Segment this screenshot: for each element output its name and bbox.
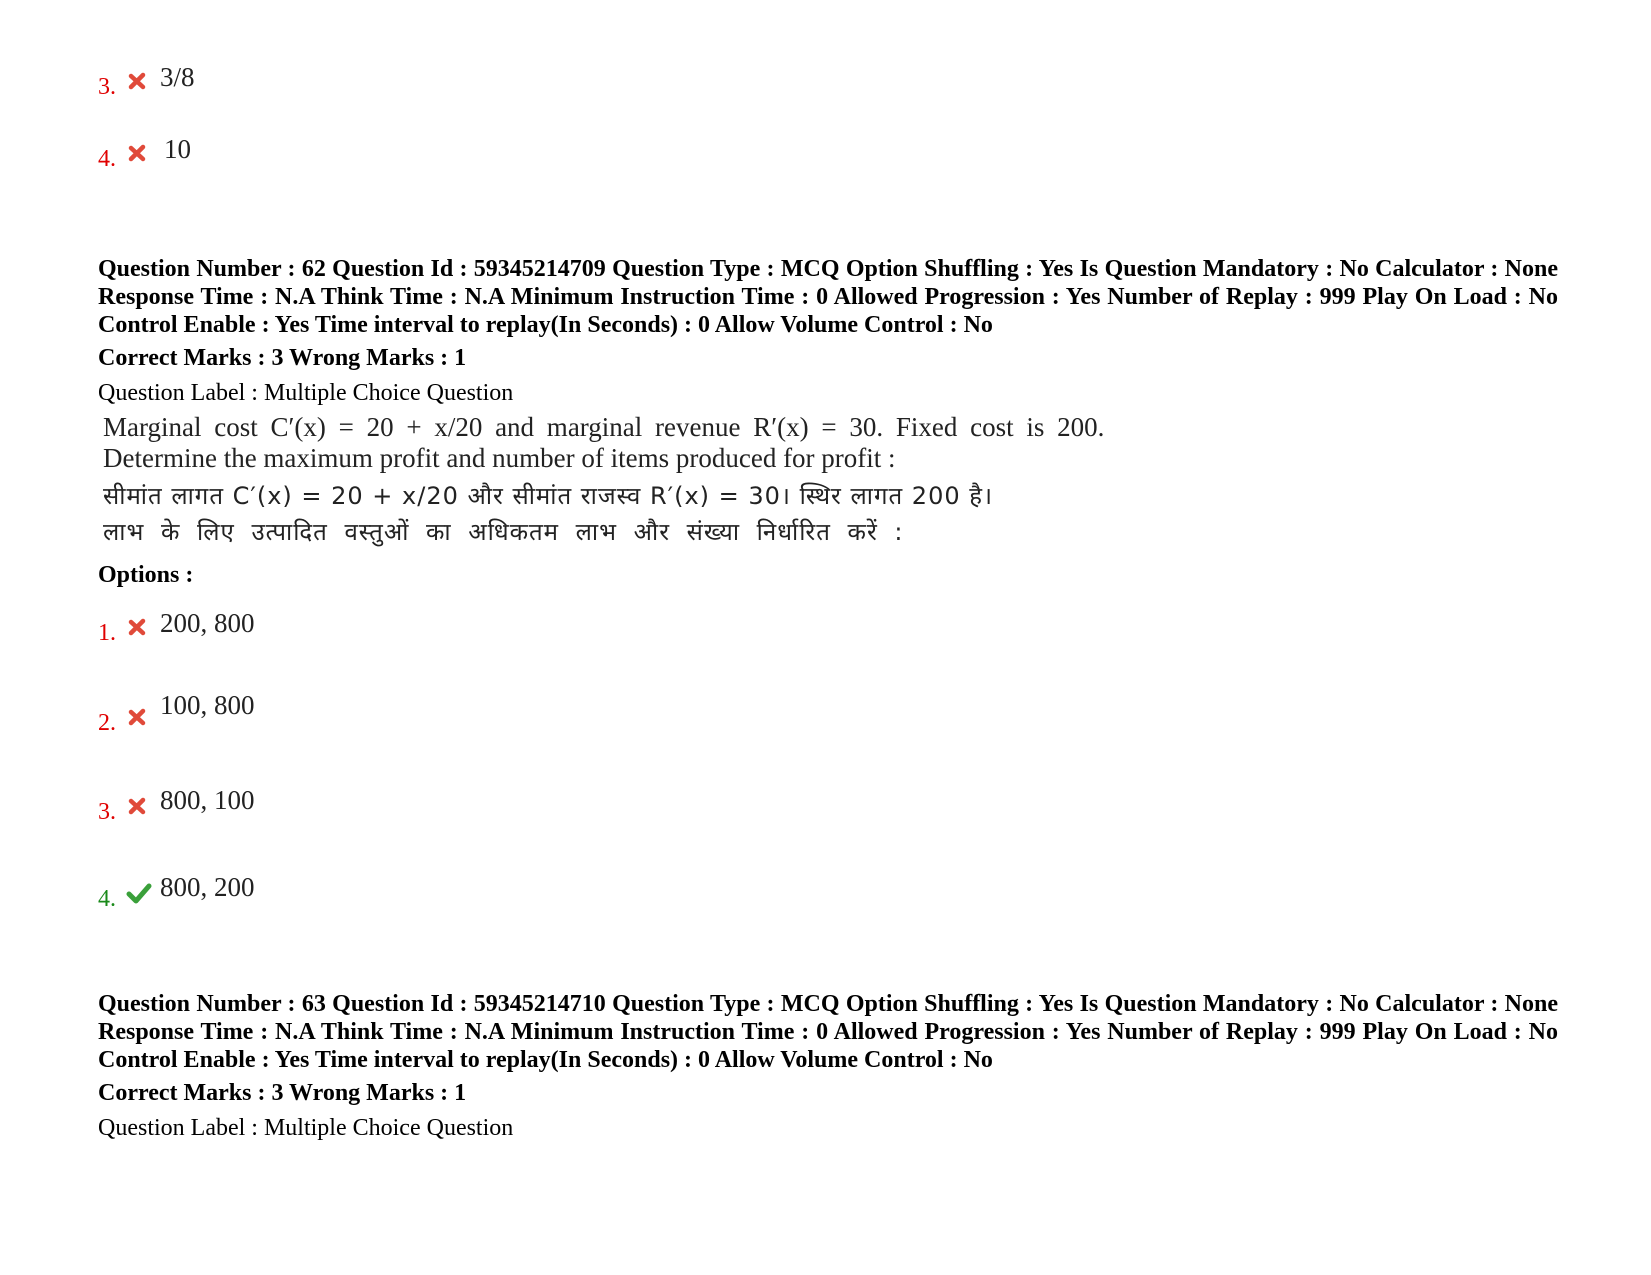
check-icon xyxy=(126,882,152,904)
question-marks: Correct Marks : 3 Wrong Marks : 1 xyxy=(98,345,467,371)
cross-icon xyxy=(126,616,148,638)
option-number: 3. xyxy=(98,799,116,825)
question-label: Question Label : Multiple Choice Question xyxy=(98,1115,514,1141)
option-text: 200, 800 xyxy=(160,608,255,638)
option-text: 800, 100 xyxy=(160,785,255,815)
option-text: 3/8 xyxy=(160,62,195,92)
option-number: 4. xyxy=(98,146,116,172)
cross-icon xyxy=(126,142,148,164)
question-marks: Correct Marks : 3 Wrong Marks : 1 xyxy=(98,1080,467,1106)
question-text-hindi: लाभ के लिए उत्पादित वस्तुओं का अधिकतम लाभ और संख्या निर्धारित करें : xyxy=(103,518,904,546)
question-text-english: Marginal cost C′(x) = 20 + x/20 and marginal revenue R′(x) = 30. Fixed cost is 200. xyxy=(103,412,1105,442)
option-number: 4. xyxy=(98,886,116,912)
option-text: 800, 200 xyxy=(160,872,255,902)
option-number: 2. xyxy=(98,710,116,736)
question-text-hindi: सीमांत लागत C′(x) = 20 + x/20 और सीमांत राजस्व R′(x) = 30। स्थिर लागत 200 है। xyxy=(103,482,994,510)
option-number: 3. xyxy=(98,74,116,100)
cross-icon xyxy=(126,706,148,728)
cross-icon xyxy=(126,795,148,817)
question-meta: Question Number : 62 Question Id : 59345214709 Question Type : MCQ Option Shuffling : Yes Is Question Mandatory : No Calculator : None Response Time : N.A Think Time : N.A Minimum Instruction Time : 0 Allowed Progression : Yes Number of Replay : 999 Play On Load : No Control Enable : Yes Time interval to replay(In Seconds) : 0 Allow Volume Control : No xyxy=(98,256,1558,338)
cross-icon xyxy=(126,70,148,92)
option-text: 100, 800 xyxy=(160,690,255,720)
question-meta: Question Number : 63 Question Id : 59345214710 Question Type : MCQ Option Shuffling : Yes Is Question Mandatory : No Calculator : None Response Time : N.A Think Time : N.A Minimum Instruction Time : 0 Allowed Progression : Yes Number of Replay : 999 Play On Load : No Control Enable : Yes Time interval to replay(In Seconds) : 0 Allow Volume Control : No xyxy=(98,991,1558,1073)
question-label: Question Label : Multiple Choice Question xyxy=(98,380,514,406)
option-number: 1. xyxy=(98,620,116,646)
question-text-english: Determine the maximum profit and number of items produced for profit : xyxy=(103,443,896,473)
options-heading: Options : xyxy=(98,562,194,588)
option-text: 10 xyxy=(164,134,191,164)
